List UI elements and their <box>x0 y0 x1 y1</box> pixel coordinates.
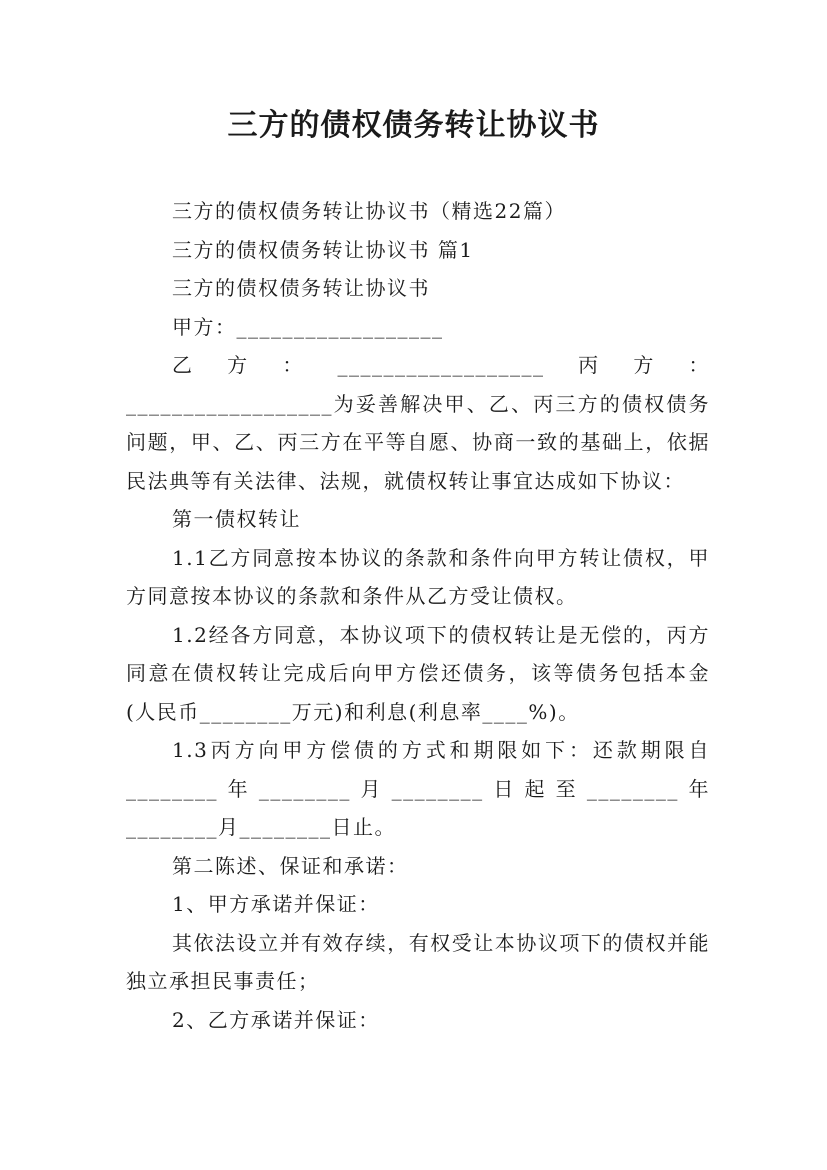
paragraph-article-2-heading: 第二陈述、保证和承诺： <box>172 853 409 878</box>
paragraph-clause-1-2: 1.2经各方同意，本协议项下的债权转让是无偿的，丙方同意在债权转让完成后向甲方偿还债务，该等债务包括本金(人民币________万元)和利息(利息率____%)。 <box>126 622 710 724</box>
paragraph-party-b-c-intro: 乙方：__________________丙方：__________________为妥善解决甲、乙、丙三方的债权债务问题，甲、乙、丙三方在平等自愿、协商一致的基础上，依据民法典等有关法律、法规，就债权转让事宜达成如下协议： <box>126 353 710 493</box>
paragraph-clause-1-1: 1.1乙方同意按本协议的条款和条件向甲方转让债权，甲方同意按本协议的条款和条件从乙方受让债权。 <box>126 545 710 608</box>
paragraph-party-a-warranty-heading: 1、甲方承诺并保证： <box>172 892 380 916</box>
paragraph-section-heading: 三方的债权债务转让协议书 篇1 <box>172 237 474 262</box>
paragraph-party-a: 甲方：__________________ <box>172 314 444 339</box>
paragraph-party-b-warranty-heading: 2、乙方承诺并保证： <box>172 1007 380 1032</box>
paragraph-article-1-heading: 第一债权转让 <box>172 507 301 531</box>
paragraph-clause-1-3: 1.3丙方向甲方偿债的方式和期限如下：还款期限自________年________月________日起至________年________月________日止。 <box>126 738 710 839</box>
document-title: 三方的债权债务转让协议书 <box>227 108 600 143</box>
document-body <box>126 192 710 1039</box>
paragraph-party-a-warranty: 其依法设立并有效存续，有权受让本协议项下的债权并能独立承担民事责任； <box>126 930 710 993</box>
paragraph-subtitle: 三方的债权债务转让协议书（精选22篇） <box>172 199 566 223</box>
paragraph-agreement-name: 三方的债权债务转让协议书 <box>172 276 430 300</box>
